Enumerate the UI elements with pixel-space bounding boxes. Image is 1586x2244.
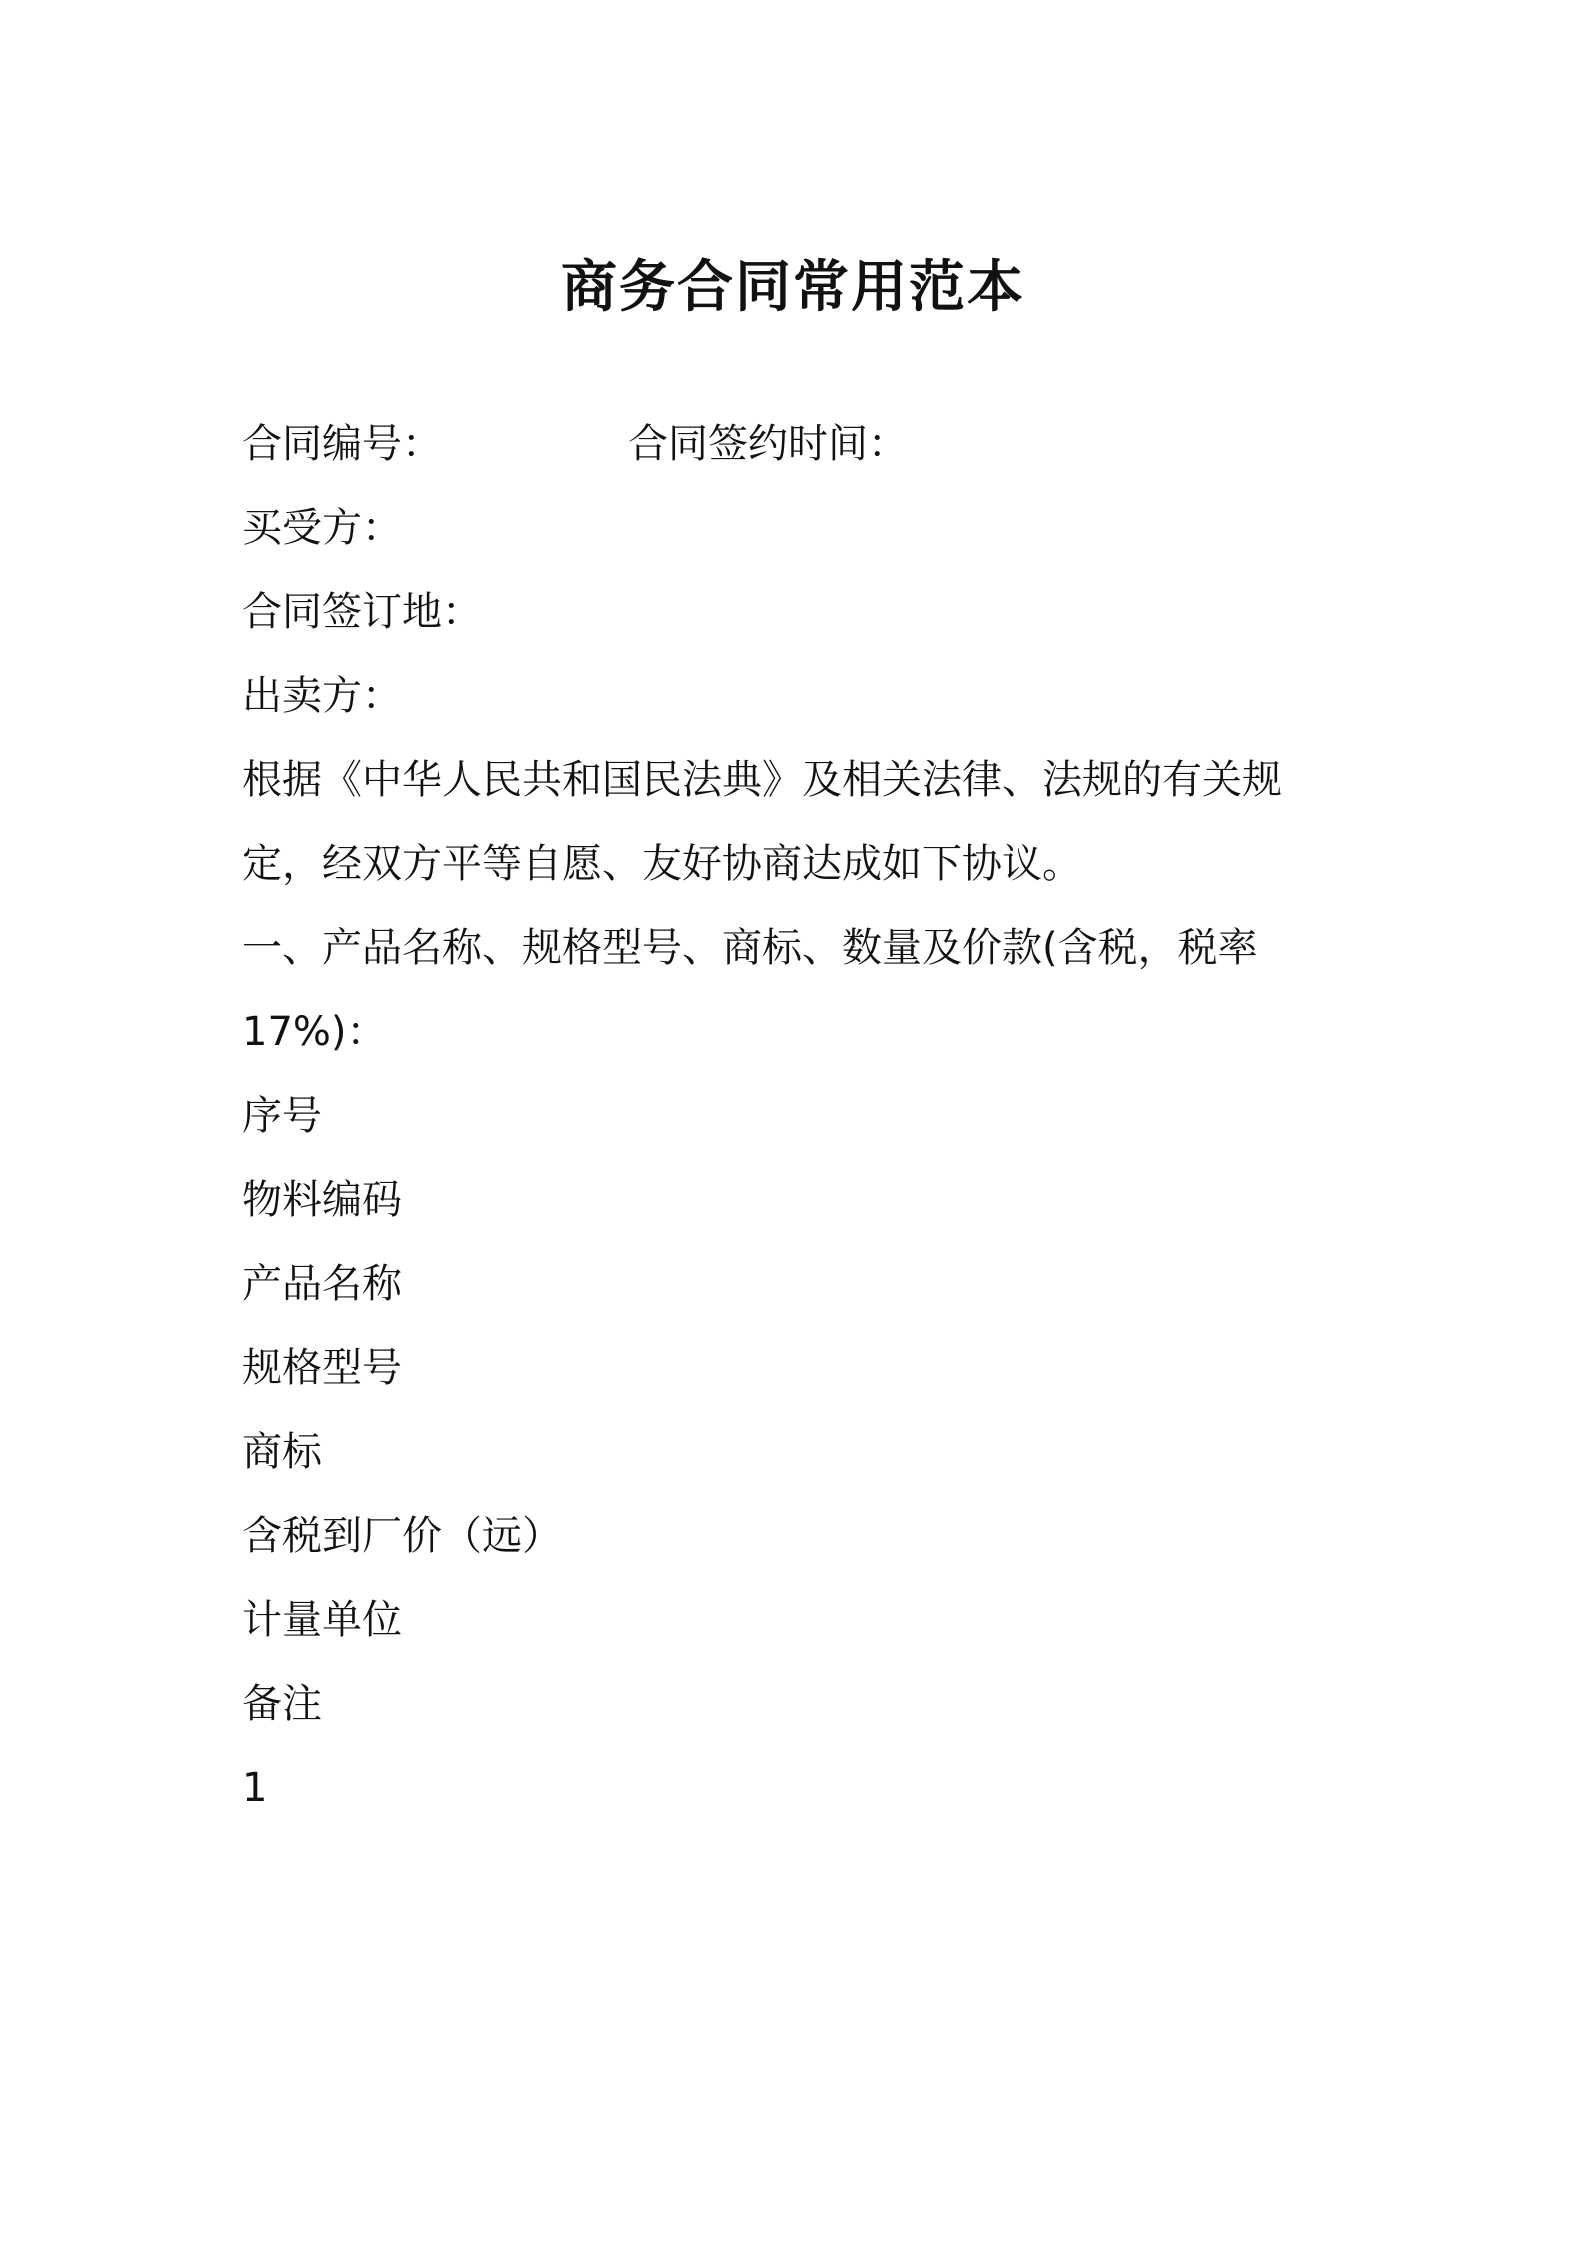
field-material-code: 物料编码 — [242, 1177, 402, 1223]
section-1-heading-line-1: 一、产品名称、规格型号、商标、数量及价款(含税，税率 — [242, 925, 1258, 971]
field-specification-model: 规格型号 — [242, 1345, 402, 1391]
field-remarks: 备注 — [242, 1681, 322, 1727]
field-serial-number: 序号 — [242, 1093, 322, 1139]
row-number-1: 1 — [242, 1765, 268, 1811]
field-trademark: 商标 — [242, 1429, 322, 1475]
field-price-including-tax: 含税到厂价（远） — [242, 1513, 562, 1559]
contract-number-label: 合同编号： — [242, 421, 442, 467]
signing-time-label: 合同签约时间： — [628, 421, 908, 467]
signing-place-label: 合同签订地： — [242, 589, 482, 635]
intro-paragraph-line-2: 定，经双方平等自愿、友好协商达成如下协议。 — [242, 841, 1082, 887]
document-title: 商务合同常用范本 — [561, 255, 1025, 320]
field-product-name: 产品名称 — [242, 1261, 402, 1307]
intro-paragraph-line-1: 根据《中华人民共和国民法典》及相关法律、法规的有关规 — [242, 757, 1282, 803]
section-1-heading-line-2: 17%)： — [242, 1009, 387, 1055]
seller-label: 出卖方： — [242, 673, 402, 719]
buyer-label: 买受方： — [242, 505, 402, 551]
field-unit-of-measure: 计量单位 — [242, 1597, 402, 1643]
